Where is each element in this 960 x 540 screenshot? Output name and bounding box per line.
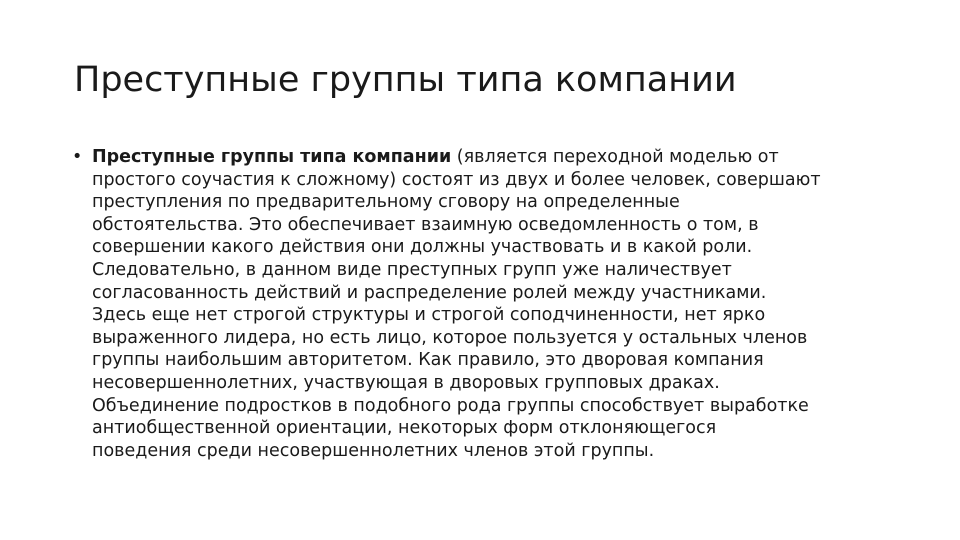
bullet-line: поведения среди несовершеннолетних членов этой группы. xyxy=(92,440,655,461)
bullet-line: обстоятельства. Это обеспечивает взаимную осведомленность о том, в xyxy=(92,214,759,235)
bullet-line: выраженного лидера, но есть лицо, которое пользуется у остальных членов xyxy=(92,327,808,348)
bullet-item xyxy=(70,146,870,462)
bullet-marker: • xyxy=(72,147,83,167)
bullet-line: группы наибольшим авторитетом. Как правило, это дворовая компания xyxy=(92,350,764,371)
bullet-line: преступления по предварительному сговору на определенные xyxy=(92,192,680,213)
bullet-line: антиобщественной ориентации, некоторых форм отклоняющегося xyxy=(92,418,717,439)
bullet-line: простого соучастия к сложному) состоят из двух и более человек, совершают xyxy=(92,169,821,190)
bold-lead-text: Преступные группы типа компании xyxy=(92,147,452,167)
slide-title: Преступные группы типа компании xyxy=(74,60,737,100)
bullet-list xyxy=(70,146,870,462)
bullet-line-first xyxy=(92,146,870,169)
bullet-line: несовершеннолетних, участвующая в дворовых групповых драках. xyxy=(92,372,720,393)
bullet-line: совершении какого действия они должны участвовать и в какой роли. xyxy=(92,237,753,258)
bullet-line: Объединение подростков в подобного рода группы способствует выработке xyxy=(92,395,809,416)
lead-rest-text: (является переходной моделью от xyxy=(451,147,779,167)
bullet-line: Следовательно, в данном виде преступных групп уже наличествует xyxy=(92,259,732,280)
bullet-line: Здесь еще нет строгой структуры и строгой соподчиненности, нет ярко xyxy=(92,305,766,326)
bullet-line: согласованность действий и распределение ролей между участниками. xyxy=(92,282,767,303)
